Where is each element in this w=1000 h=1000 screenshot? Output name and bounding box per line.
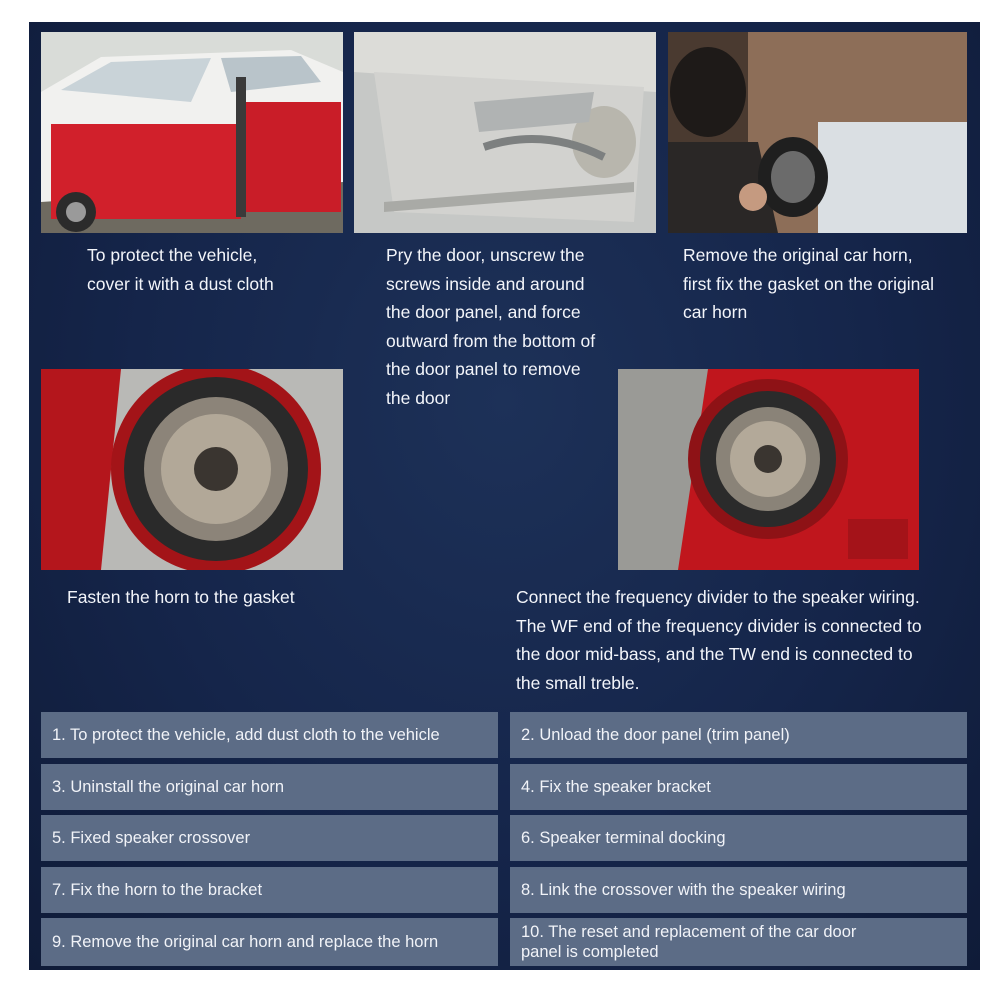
caption-fasten-horn: Fasten the horn to the gasket [67,587,295,607]
photo-speaker-door [618,369,919,570]
step-10 [510,918,967,966]
step-1 [41,712,498,758]
caption-frequency-divider: Connect the frequency divider to the speaker wiring. The WF end of the frequency divider is connected to the door mid-bass, and the TW end is connected to the small treble. [516,587,922,693]
step-6 [510,815,967,861]
step-7-text: 7. Fix the horn to the bracket [52,880,263,899]
step-10-text: 10. The reset and replacement of the car door panel is completed [521,923,857,961]
step-9-text: 9. Remove the original car horn and replace the horn [52,932,439,951]
step-8-text: 8. Link the crossover with the speaker wiring [521,880,846,899]
photo-speaker-gasket [41,369,343,570]
caption-dust-cloth: To protect the vehicle, cover it with a dust cloth [87,245,274,294]
step-1-text: 1. To protect the vehicle, add dust cloth to the vehicle [52,725,440,744]
caption-door-panel: Pry the door, unscrew the screws inside and around the door panel, and force outward from the bottom of the door panel to remove the door [386,245,596,408]
step-4-text: 4. Fix the speaker bracket [521,777,711,796]
step-9 [41,918,498,966]
step-6-text: 6. Speaker terminal docking [521,828,726,847]
step-5 [41,815,498,861]
step-2 [510,712,967,758]
photo-dust-cloth [41,32,343,233]
step-2-text: 2. Unload the door panel (trim panel) [521,725,790,744]
caption-remove-horn: Remove the original car horn, first fix the gasket on the original car horn [683,245,934,322]
step-3-text: 3. Uninstall the original car horn [52,777,285,796]
step-3 [41,764,498,810]
photo-door-panel [354,32,656,233]
photo-remove-horn [668,32,967,233]
step-5-text: 5. Fixed speaker crossover [52,828,251,847]
step-4 [510,764,967,810]
step-8 [510,867,967,913]
step-7 [41,867,498,913]
